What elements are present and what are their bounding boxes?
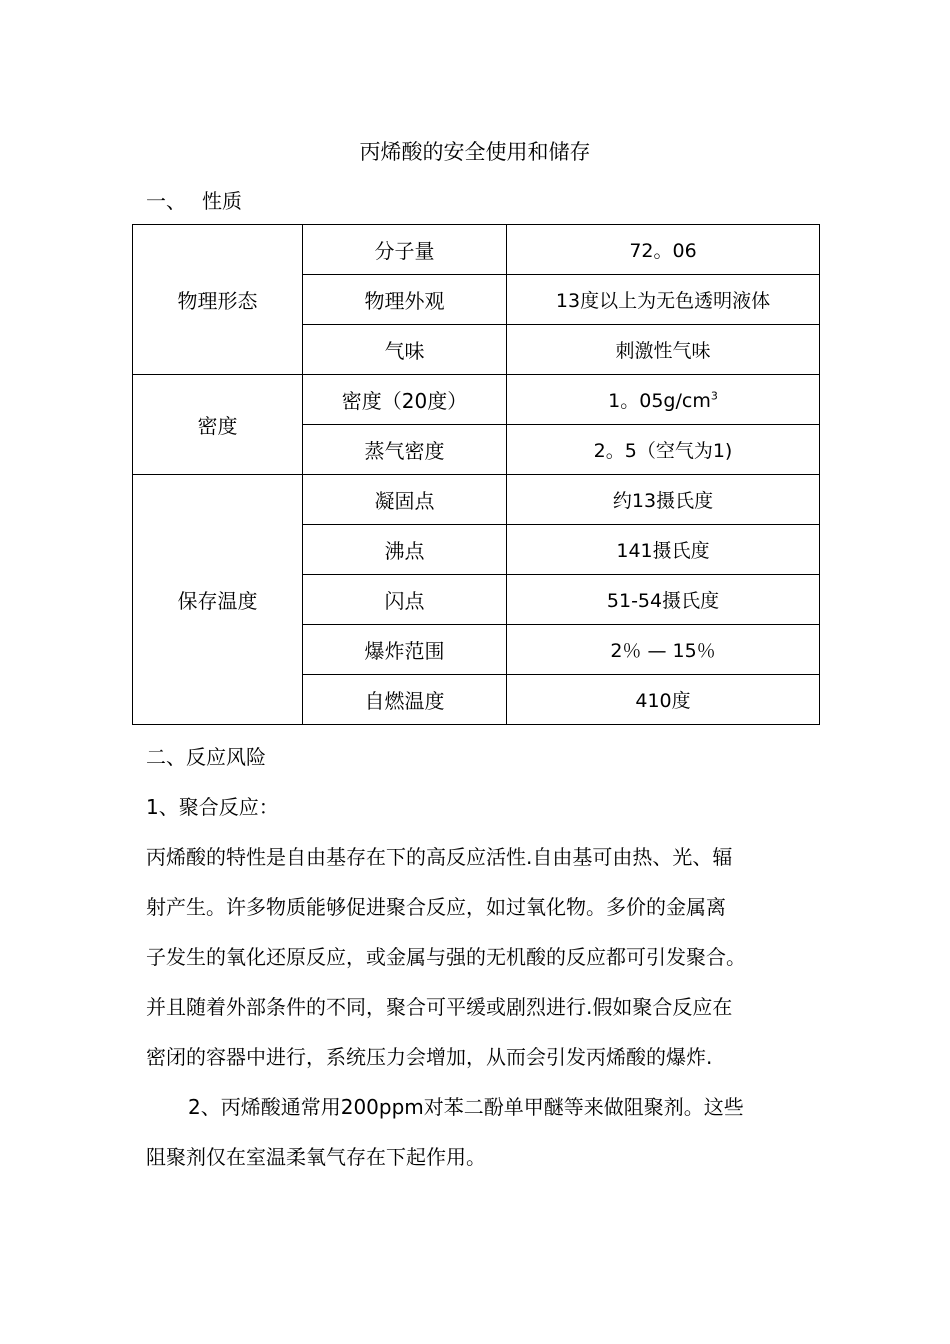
- unit-exponent: 3: [710, 389, 718, 403]
- page-title: 丙烯酸的安全使用和储存: [359, 140, 591, 164]
- property-value: 51-54摄氏度: [507, 575, 820, 625]
- paragraph-line: 2、丙烯酸通常用200ppm对苯二酚单甲醚等来做阻聚剂。这些: [188, 1095, 744, 1119]
- property-value: 约13摄氏度: [507, 475, 820, 525]
- property-value: 410度: [507, 675, 820, 725]
- paragraph-polymerization: [146, 832, 818, 1082]
- section-title: 性质: [202, 189, 242, 213]
- paragraph-inhibitor: [146, 1082, 818, 1182]
- property-name: 自燃温度: [303, 675, 507, 725]
- section-number: 一、: [146, 189, 186, 213]
- paragraph-line: 丙烯酸的特性是自由基存在下的高反应活性.自由基可由热、光、辐: [146, 845, 733, 869]
- table-row: [133, 475, 820, 525]
- table-row: [133, 225, 820, 275]
- section-heading-properties: [146, 187, 242, 215]
- property-value: 13度以上为无色透明液体: [507, 275, 820, 325]
- property-name: 凝固点: [303, 475, 507, 525]
- property-value: 刺激性气味: [507, 325, 820, 375]
- group-label: 保存温度: [133, 475, 303, 725]
- property-name: 爆炸范围: [303, 625, 507, 675]
- property-value: 72。06: [507, 225, 820, 275]
- property-name: 蒸气密度: [303, 425, 507, 475]
- property-value: [507, 375, 820, 425]
- property-name: 分子量: [303, 225, 507, 275]
- paragraph-line: 射产生。许多物质能够促进聚合反应，如过氧化物。多价的金属离: [146, 895, 726, 919]
- density-value: 1。05g/cm: [608, 390, 711, 412]
- property-name: 闪点: [303, 575, 507, 625]
- subsection-heading-polymerization: 1、聚合反应：: [146, 795, 279, 819]
- paragraph-line: 阻聚剂仅在室温柔氧气存在下起作用。: [146, 1145, 486, 1169]
- table-row: [133, 375, 820, 425]
- paragraph-line: 子发生的氧化还原反应，或金属与强的无机酸的反应都可引发聚合。: [146, 945, 746, 969]
- property-name: 气味: [303, 325, 507, 375]
- property-name: 密度（20度）: [303, 375, 507, 425]
- property-value: 2。5（空气为1): [507, 425, 820, 475]
- group-label: 物理形态: [133, 225, 303, 375]
- group-label: 密度: [133, 375, 303, 475]
- properties-table: [132, 224, 820, 725]
- property-value: 2％ — 15％: [507, 625, 820, 675]
- property-name: 沸点: [303, 525, 507, 575]
- property-name: 物理外观: [303, 275, 507, 325]
- paragraph-line: 密闭的容器中进行，系统压力会增加，从而会引发丙烯酸的爆炸.: [146, 1045, 713, 1069]
- section-heading-reaction-risk: 二、反应风险: [146, 745, 266, 769]
- property-value: 141摄氏度: [507, 525, 820, 575]
- paragraph-line: 并且随着外部条件的不同，聚合可平缓或剧烈进行.假如聚合反应在: [146, 995, 733, 1019]
